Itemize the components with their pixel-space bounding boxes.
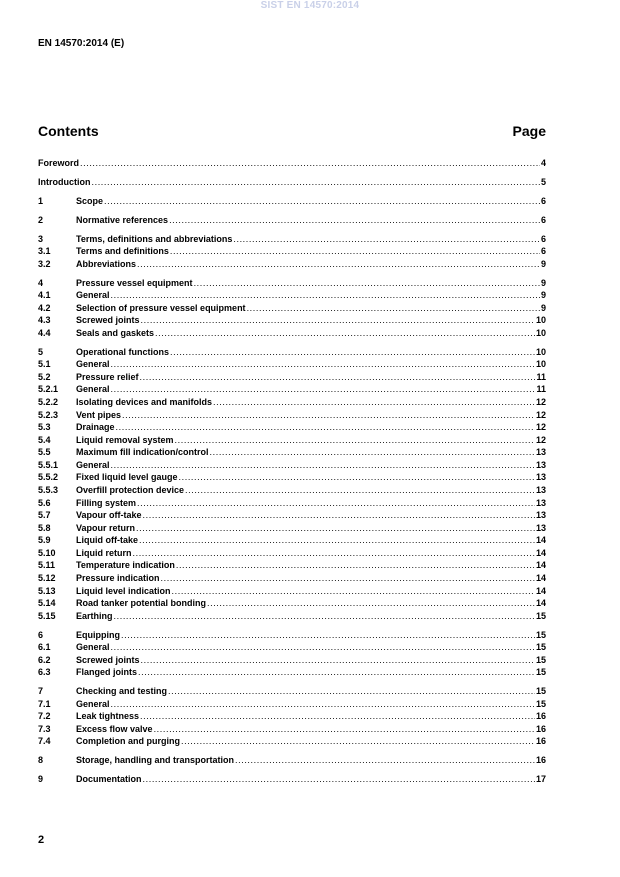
toc-entry-number: 5.15: [38, 610, 56, 621]
dot-leader: [233, 233, 540, 245]
toc-entry[interactable]: [38, 534, 546, 546]
dot-leader: [176, 559, 535, 571]
dot-leader: [235, 754, 535, 766]
toc-entry-title: Vent pipes: [76, 409, 122, 420]
toc-entry-title: Screwed joints: [76, 315, 140, 326]
toc-entry-number: 4.3: [38, 315, 51, 326]
toc-entry-title: Fixed liquid level gauge: [76, 472, 178, 483]
toc-entry[interactable]: [38, 735, 546, 747]
dot-leader: [122, 409, 535, 421]
toc-entry-number: 9: [38, 774, 44, 785]
dot-leader: [140, 710, 535, 722]
toc-entry-number: 5.2: [38, 371, 51, 382]
toc-entry-title: Completion and purging: [76, 736, 180, 747]
toc-entry[interactable]: [38, 723, 546, 735]
toc-entry-number: 4.4: [38, 327, 51, 338]
toc-entry[interactable]: [38, 654, 546, 666]
toc-entry-title: General: [76, 384, 110, 395]
toc-entry-page: 10: [535, 315, 546, 326]
dot-leader: [140, 371, 536, 383]
page-column-label: Page: [512, 123, 546, 139]
toc-entry-title: Liquid removal system: [76, 434, 174, 445]
toc-entry-page: 13: [535, 447, 546, 458]
toc-entry-title: Terms, definitions and abbreviations: [76, 233, 233, 244]
toc-entry[interactable]: [38, 214, 546, 226]
toc-entry-page: 13: [535, 484, 546, 495]
toc-entry-page: 15: [535, 654, 546, 665]
toc-entry-title: General: [76, 642, 110, 652]
toc-entry[interactable]: [38, 610, 546, 622]
dot-leader: [168, 685, 535, 697]
toc-entry-number: 5.5: [38, 447, 51, 458]
toc-entry-title: Equipping: [76, 629, 120, 640]
dot-leader: [194, 277, 540, 289]
toc-entry[interactable]: [38, 421, 546, 433]
toc-entry[interactable]: [38, 233, 546, 245]
dot-leader: [210, 446, 535, 458]
toc-entry-page: 14: [535, 585, 546, 596]
dot-leader: [181, 735, 535, 747]
toc-entry-title: Liquid level indication: [76, 585, 171, 596]
toc-entry-page: 4: [540, 158, 546, 168]
toc-entry-number: 5.2.2: [38, 396, 59, 407]
toc-entry-page: 16: [535, 723, 546, 734]
toc-entry-page: 17: [535, 774, 546, 785]
dot-leader: [111, 641, 535, 653]
toc-entry-title: Screwed joints: [76, 654, 140, 665]
toc-entry-page: 15: [535, 610, 546, 621]
toc-entry-title: Filling system: [76, 497, 137, 508]
toc-entry[interactable]: [38, 773, 546, 785]
toc-entry[interactable]: [38, 710, 546, 722]
toc-entry[interactable]: [38, 459, 546, 471]
toc-entry[interactable]: [38, 497, 546, 509]
toc-entry-page: 15: [535, 667, 546, 678]
toc-entry[interactable]: [38, 572, 546, 584]
toc-entry-title: Road tanker potential bonding: [76, 598, 206, 608]
toc-entry-number: 5.5.1: [38, 459, 59, 470]
dot-leader: [138, 666, 535, 678]
toc-entry-number: 5.13: [38, 585, 56, 596]
toc-entry[interactable]: [38, 195, 546, 207]
toc-entry-title: Introduction: [38, 176, 91, 187]
toc-entry[interactable]: [38, 754, 546, 766]
toc-entry-page: 9: [540, 258, 546, 269]
dot-leader: [161, 572, 535, 584]
watermark: SIST EN 14570:2014: [260, 0, 360, 11]
toc-entry[interactable]: [38, 547, 546, 559]
toc-entry-page: 13: [535, 459, 546, 470]
toc-entry-title: Foreword: [38, 158, 80, 168]
toc-entry-number: 5.2.3: [38, 409, 59, 420]
toc-entry-number: 6.1: [38, 642, 51, 652]
dot-leader: [116, 421, 535, 433]
toc-entry-title: Pressure vessel equipment: [76, 277, 193, 288]
toc-entry-page: 14: [535, 572, 546, 583]
toc-entry[interactable]: [38, 522, 546, 534]
toc-entry-number: 5.8: [38, 522, 51, 533]
dot-leader: [172, 585, 535, 597]
toc-entry-page: 13: [535, 522, 546, 533]
toc-entry-number: 3: [38, 233, 44, 244]
toc-entry-title: Pressure relief: [76, 371, 139, 382]
toc-entry[interactable]: [38, 176, 546, 188]
toc-entry-title: Selection of pressure vessel equipment: [76, 302, 246, 313]
toc-entry-page: 15: [535, 642, 546, 652]
toc-entry-page: 15: [535, 686, 546, 697]
toc-entry-number: 5.14: [38, 598, 56, 608]
dot-leader: [141, 314, 535, 326]
toc-entry-page: 11: [536, 384, 546, 395]
toc-entry-number: 5.1: [38, 359, 51, 370]
toc-entry[interactable]: [38, 597, 546, 609]
toc-entry[interactable]: [38, 641, 546, 653]
toc-entry-page: 14: [535, 535, 546, 546]
toc-entry-number: 3.1: [38, 246, 51, 257]
toc-entry-title: Maximum fill indication/control: [76, 447, 209, 458]
toc-entry-number: 5.3: [38, 422, 51, 433]
dot-leader: [111, 289, 540, 301]
toc-entry-page: 11: [536, 371, 546, 382]
toc-entry-page: 12: [535, 422, 546, 433]
toc-entry[interactable]: [38, 629, 546, 641]
toc-entry-page: 13: [535, 510, 546, 520]
toc-entry-number: 3.2: [38, 258, 51, 269]
toc-entry-number: 5.5.2: [38, 472, 59, 483]
toc-entry[interactable]: [38, 471, 546, 483]
toc-entry-title: Drainage: [76, 422, 115, 433]
dot-leader: [114, 610, 535, 622]
toc-entry-title: Storage, handling and transportation: [76, 755, 235, 766]
toc-entry-number: 4.2: [38, 302, 51, 313]
toc-entry-number: 5.5.3: [38, 484, 59, 495]
toc-entry-title: Operational functions: [76, 346, 170, 357]
toc-entry-number: 8: [38, 755, 44, 766]
toc-entry-page: 10: [535, 346, 546, 357]
dot-leader: [213, 396, 535, 408]
dot-leader: [143, 773, 535, 785]
toc-entry[interactable]: [38, 258, 546, 270]
toc-entry-title: Terms and definitions: [76, 246, 169, 257]
toc-entry[interactable]: [38, 245, 546, 257]
toc-entry-page: 15: [535, 629, 546, 640]
toc-entry-page: 12: [535, 409, 546, 420]
toc-entry-page: 12: [535, 434, 546, 445]
dot-leader: [111, 459, 535, 471]
toc-entry-page: 6: [540, 246, 546, 257]
toc-entry[interactable]: [38, 314, 546, 326]
toc-entry-number: 5.4: [38, 434, 51, 445]
dot-leader: [139, 534, 535, 546]
toc-entry-number: 5.2.1: [38, 384, 59, 395]
toc-entry-title: Leak tightness: [76, 711, 140, 722]
toc-entry[interactable]: [38, 358, 546, 370]
dot-leader: [170, 245, 540, 257]
dot-leader: [104, 195, 540, 207]
toc-entry[interactable]: [38, 559, 546, 571]
dot-leader: [247, 302, 540, 314]
dot-leader: [155, 327, 535, 339]
toc-entry-page: 5: [540, 176, 546, 187]
toc-entry[interactable]: [38, 289, 546, 301]
toc-entry[interactable]: [38, 685, 546, 697]
toc-entry-page: 13: [535, 497, 546, 508]
toc-entry-number: 7.3: [38, 723, 51, 734]
toc-entry[interactable]: [38, 434, 546, 446]
toc-entry-title: Isolating devices and manifolds: [76, 396, 213, 407]
toc-entry-page: 9: [540, 277, 546, 288]
toc-entry-page: 16: [535, 736, 546, 747]
dot-leader: [111, 698, 535, 710]
page-number: 2: [38, 834, 45, 846]
contents-title: Contents: [38, 123, 99, 139]
toc-entry-page: 6: [540, 214, 546, 225]
toc-entry-title: Overfill protection device: [76, 484, 185, 495]
toc-entry-title: Earthing: [76, 610, 113, 621]
toc-entry-number: 7: [38, 686, 44, 697]
toc-entry-title: Excess flow valve: [76, 723, 153, 734]
toc-entry-title: General: [76, 290, 110, 301]
dot-leader: [80, 157, 540, 169]
toc-entry-page: 9: [540, 302, 546, 313]
toc-entry[interactable]: [38, 396, 546, 408]
dot-leader: [143, 509, 535, 521]
dot-leader: [179, 471, 535, 483]
toc-entry[interactable]: [38, 509, 546, 521]
toc-entry-title: Vapour return: [76, 522, 136, 533]
toc-entry[interactable]: [38, 409, 546, 421]
toc-entry-number: 5: [38, 346, 44, 357]
dot-leader: [154, 723, 535, 735]
toc-entry-number: 2: [38, 214, 44, 225]
toc-entry[interactable]: [38, 446, 546, 458]
toc-entry-page: 16: [535, 711, 546, 722]
toc-entry-number: 7.4: [38, 736, 51, 747]
dot-leader: [137, 258, 540, 270]
toc-entry-number: 5.7: [38, 510, 51, 520]
dot-leader: [133, 547, 535, 559]
toc-entry-page: 14: [535, 598, 546, 608]
dot-leader: [121, 629, 535, 641]
toc-entry[interactable]: [38, 327, 546, 339]
dot-leader: [207, 597, 535, 609]
dot-leader: [92, 176, 540, 188]
toc-entry-title: Temperature indication: [76, 560, 175, 571]
toc-entry-title: Scope: [76, 195, 104, 206]
toc-entry-number: 4: [38, 277, 44, 288]
toc-entry[interactable]: [38, 371, 546, 383]
toc-entry-page: 12: [535, 396, 546, 407]
toc-entry-number: 5.10: [38, 547, 56, 558]
dot-leader: [141, 654, 535, 666]
toc-entry-number: 6: [38, 629, 44, 640]
dot-leader: [136, 522, 535, 534]
toc-entry[interactable]: [38, 383, 546, 395]
toc-entry[interactable]: [38, 302, 546, 314]
toc-entry-page: 16: [535, 755, 546, 766]
toc-entry-number: 6.3: [38, 667, 51, 678]
toc-entry-number: 1: [38, 195, 44, 206]
document-identifier: EN 14570:2014 (E): [38, 38, 125, 49]
toc-entry-title: General: [76, 359, 110, 370]
toc-entry-page: 10: [535, 327, 546, 338]
toc-entry-title: Liquid return: [76, 547, 132, 558]
toc-entry-page: 14: [535, 547, 546, 558]
dot-leader: [185, 484, 535, 496]
toc-entry[interactable]: [38, 277, 546, 289]
toc-entry-page: 6: [540, 195, 546, 206]
toc-entry-number: 5.6: [38, 497, 51, 508]
toc-entry-number: 5.12: [38, 572, 56, 583]
toc-entry[interactable]: [38, 666, 546, 678]
dot-leader: [175, 434, 535, 446]
toc-entry[interactable]: [38, 157, 546, 169]
toc-entry-page: 10: [535, 359, 546, 370]
dot-leader: [111, 383, 536, 395]
toc-entry-number: 7.2: [38, 711, 51, 722]
toc-entry-title: Abbreviations: [76, 258, 137, 269]
dot-leader: [111, 358, 535, 370]
toc-entry[interactable]: [38, 484, 546, 496]
toc-entry-title: Seals and gaskets: [76, 327, 155, 338]
toc-entry-title: Vapour off-take: [76, 510, 142, 520]
contents-heading: [38, 123, 546, 141]
toc-entry-title: General: [76, 459, 110, 470]
toc-entry-title: Pressure indication: [76, 572, 160, 583]
toc-entry-page: 15: [535, 698, 546, 709]
toc-entry-number: 5.11: [38, 560, 56, 571]
toc-entry-title: Checking and testing: [76, 686, 168, 697]
dot-leader: [169, 214, 540, 226]
toc-entry-number: 7.1: [38, 698, 51, 709]
toc-entry-page: 14: [535, 560, 546, 571]
toc-entry-page: 6: [540, 233, 546, 244]
toc-entry-page: 9: [540, 290, 546, 301]
toc-entry-page: 13: [535, 472, 546, 483]
toc-entry-title: Liquid off-take: [76, 535, 138, 546]
toc-entry[interactable]: [38, 698, 546, 710]
toc-entry-title: Normative references: [76, 214, 169, 225]
dot-leader: [170, 346, 535, 358]
dot-leader: [137, 497, 535, 509]
toc-entry[interactable]: [38, 346, 546, 358]
toc-entry-number: 6.2: [38, 654, 51, 665]
toc-entry-number: 4.1: [38, 290, 51, 301]
toc-entry-title: Documentation: [76, 774, 142, 785]
toc-entry[interactable]: [38, 585, 546, 597]
toc-entry-title: General: [76, 698, 110, 709]
toc-entry-number: 5.9: [38, 535, 51, 546]
toc-entry-title: Flanged joints: [76, 667, 138, 678]
